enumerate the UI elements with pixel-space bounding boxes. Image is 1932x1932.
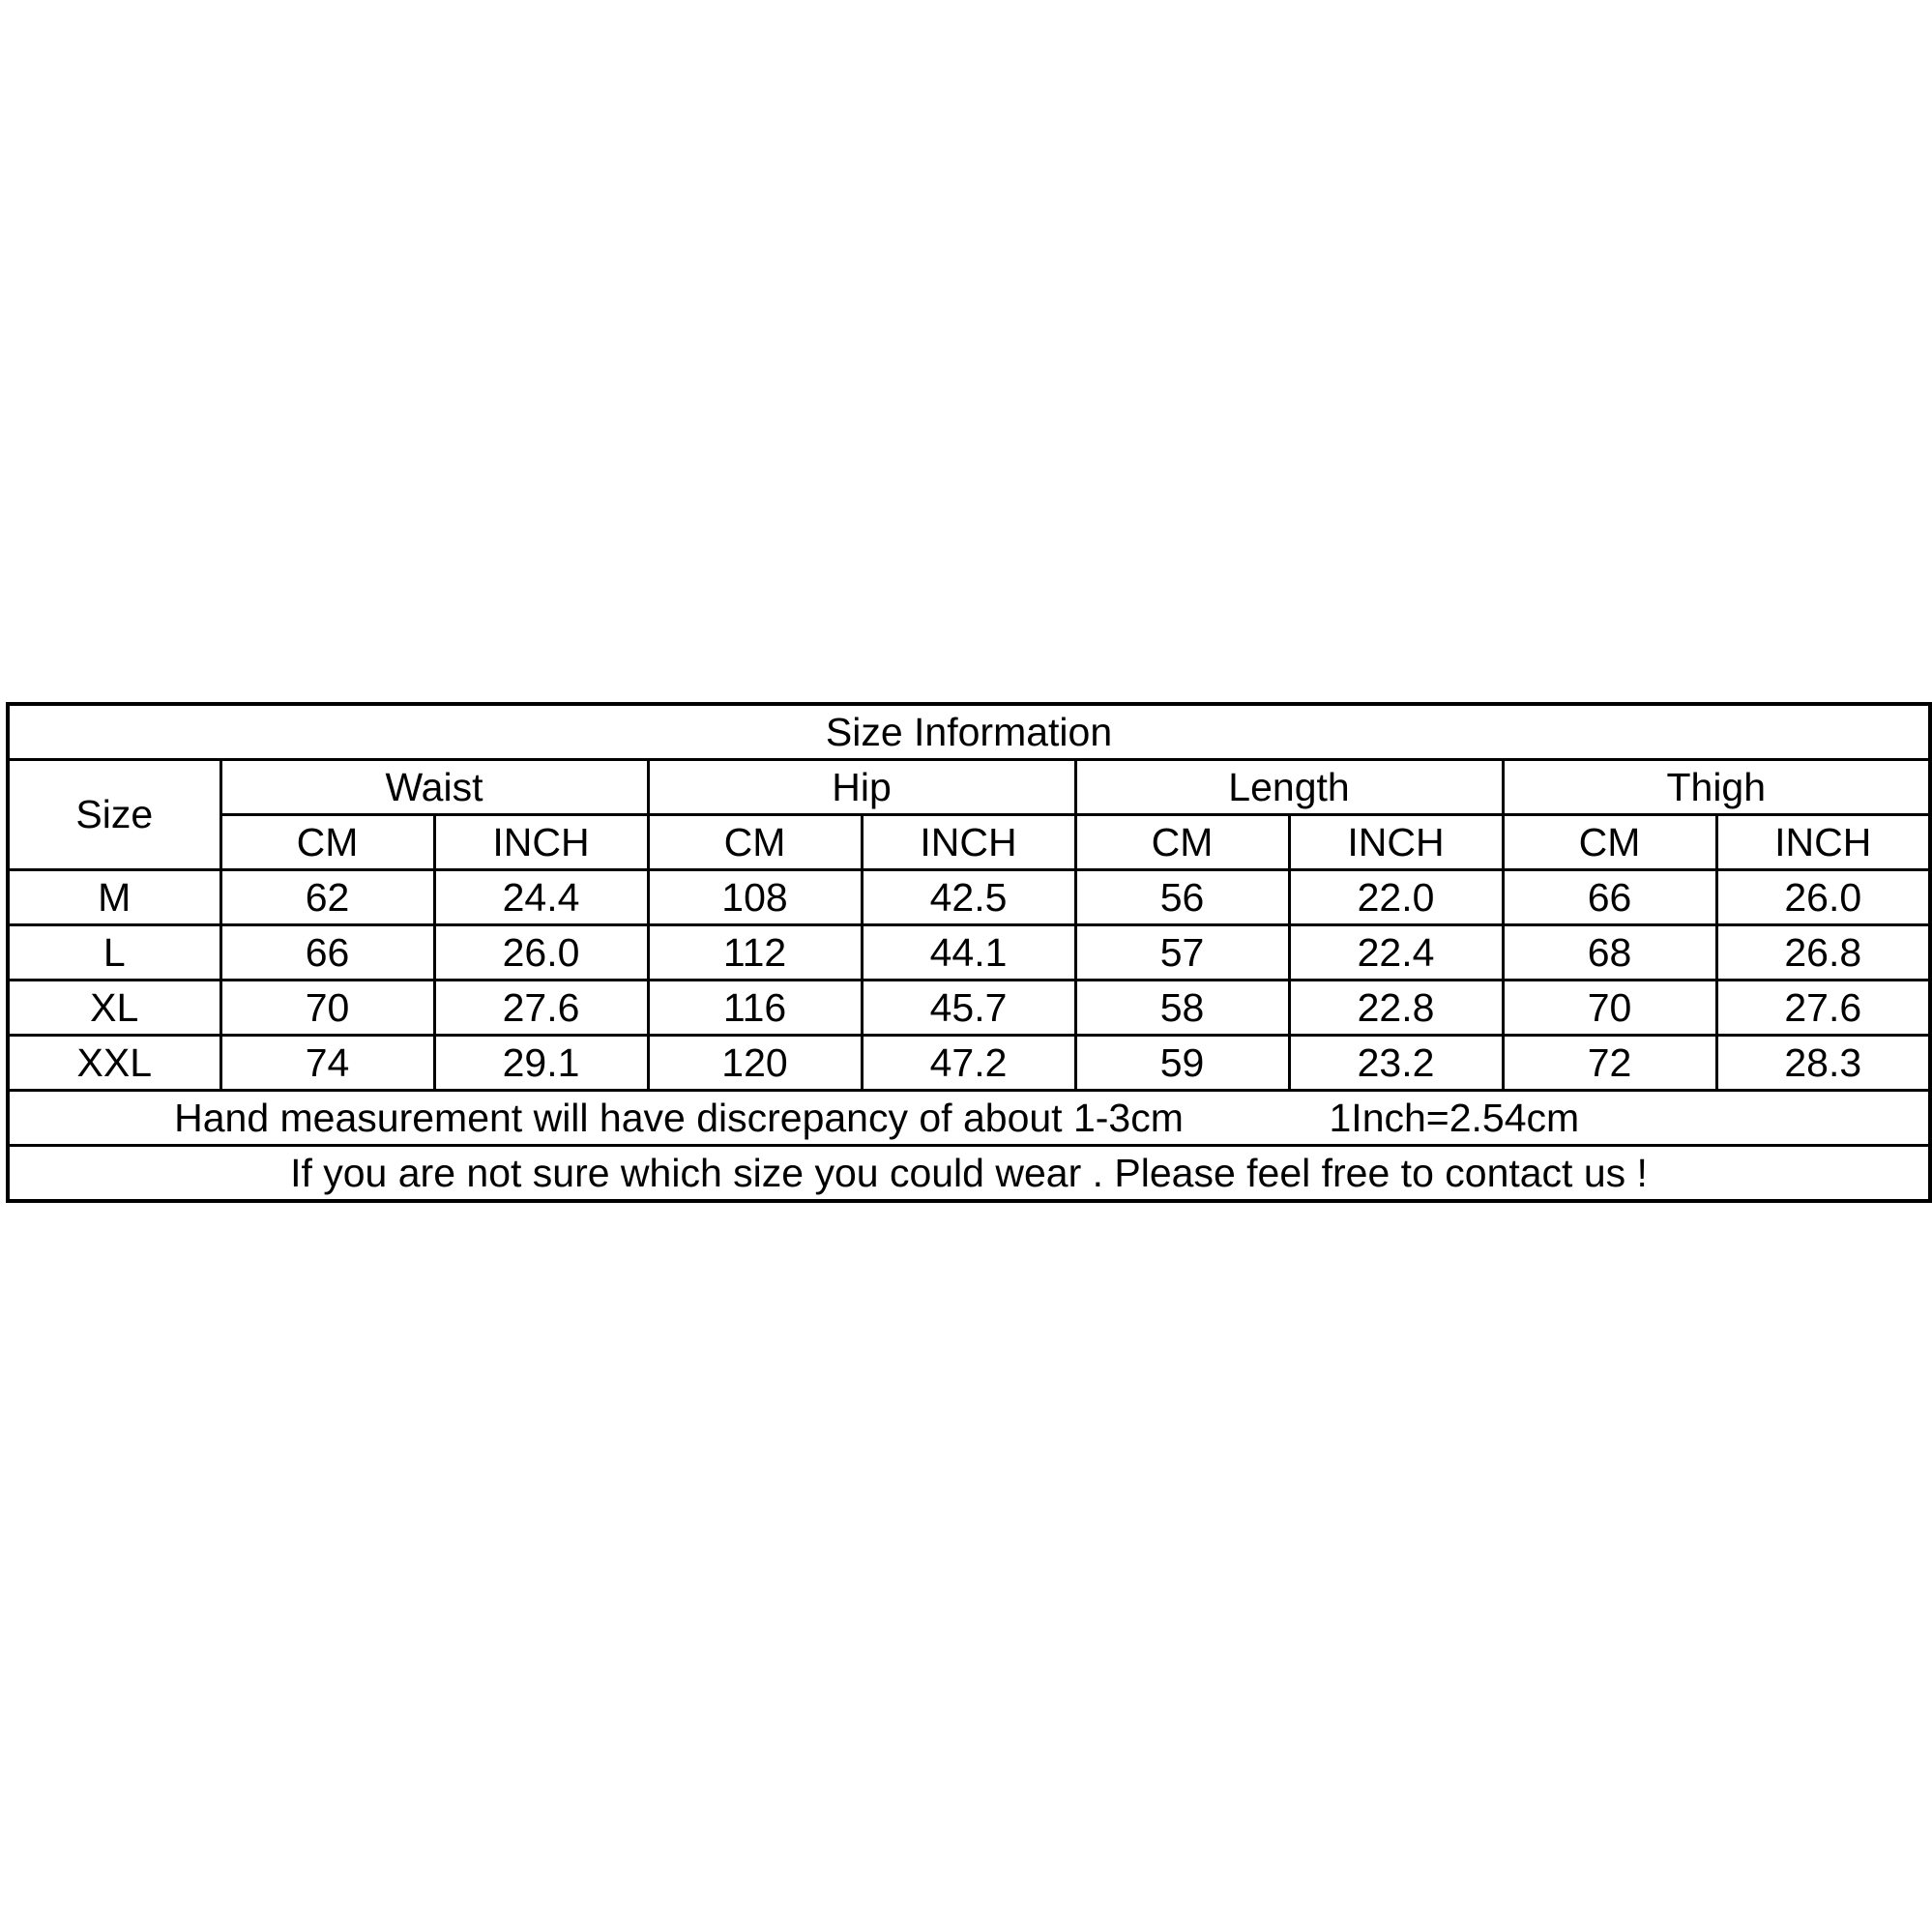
table-row: [8, 981, 1930, 1036]
table-row: [8, 925, 1930, 981]
measurement-note-cell: [8, 1091, 1930, 1146]
value-cell: 59: [1075, 1036, 1289, 1091]
value-cell: 66: [220, 925, 434, 981]
value-cell: 26.8: [1716, 925, 1930, 981]
value-cell: 70: [1503, 981, 1716, 1036]
unit-header-row: [8, 815, 1930, 870]
table-row: [8, 1036, 1930, 1091]
value-cell: 66: [1503, 870, 1716, 925]
value-cell: 74: [220, 1036, 434, 1091]
title-row: [8, 704, 1930, 760]
table-row: [8, 870, 1930, 925]
value-cell: 26.0: [1716, 870, 1930, 925]
value-cell: 29.1: [434, 1036, 648, 1091]
measurement-note-row: [8, 1091, 1930, 1146]
unit-header: CM: [1075, 815, 1289, 870]
length-header: Length: [1075, 760, 1503, 815]
size-cell: M: [8, 870, 220, 925]
value-cell: 22.4: [1289, 925, 1503, 981]
value-cell: 27.6: [1716, 981, 1930, 1036]
value-cell: 45.7: [862, 981, 1075, 1036]
size-cell: XXL: [8, 1036, 220, 1091]
unit-header: INCH: [862, 815, 1075, 870]
value-cell: 62: [220, 870, 434, 925]
value-cell: 68: [1503, 925, 1716, 981]
unit-conversion-note: 1Inch=2.54cm: [1329, 1095, 1580, 1140]
table-title: Size Information: [8, 704, 1930, 760]
hip-header: Hip: [648, 760, 1075, 815]
value-cell: 120: [648, 1036, 862, 1091]
value-cell: 112: [648, 925, 862, 981]
value-cell: 72: [1503, 1036, 1716, 1091]
value-cell: 42.5: [862, 870, 1075, 925]
value-cell: 70: [220, 981, 434, 1036]
contact-note-row: [8, 1146, 1930, 1202]
value-cell: 56: [1075, 870, 1289, 925]
unit-header: CM: [648, 815, 862, 870]
value-cell: 28.3: [1716, 1036, 1930, 1091]
size-column-header: Size: [8, 760, 220, 870]
value-cell: 108: [648, 870, 862, 925]
measurement-header-row: [8, 760, 1930, 815]
value-cell: 58: [1075, 981, 1289, 1036]
value-cell: 22.0: [1289, 870, 1503, 925]
unit-header: INCH: [1716, 815, 1930, 870]
value-cell: 116: [648, 981, 862, 1036]
unit-header: INCH: [434, 815, 648, 870]
value-cell: 27.6: [434, 981, 648, 1036]
contact-note: If you are not sure which size you could wear . Please feel free to contact us !: [8, 1146, 1930, 1202]
value-cell: 57: [1075, 925, 1289, 981]
value-cell: 22.8: [1289, 981, 1503, 1036]
unit-header: CM: [220, 815, 434, 870]
value-cell: 26.0: [434, 925, 648, 981]
size-cell: L: [8, 925, 220, 981]
unit-header: CM: [1503, 815, 1716, 870]
unit-header: INCH: [1289, 815, 1503, 870]
measurement-discrepancy-note: Hand measurement will have discrepancy of about 1-3cm: [174, 1095, 1184, 1140]
value-cell: 24.4: [434, 870, 648, 925]
value-cell: 44.1: [862, 925, 1075, 981]
size-chart-table: [6, 702, 1932, 1203]
value-cell: 47.2: [862, 1036, 1075, 1091]
size-cell: XL: [8, 981, 220, 1036]
waist-header: Waist: [220, 760, 648, 815]
thigh-header: Thigh: [1503, 760, 1930, 815]
value-cell: 23.2: [1289, 1036, 1503, 1091]
